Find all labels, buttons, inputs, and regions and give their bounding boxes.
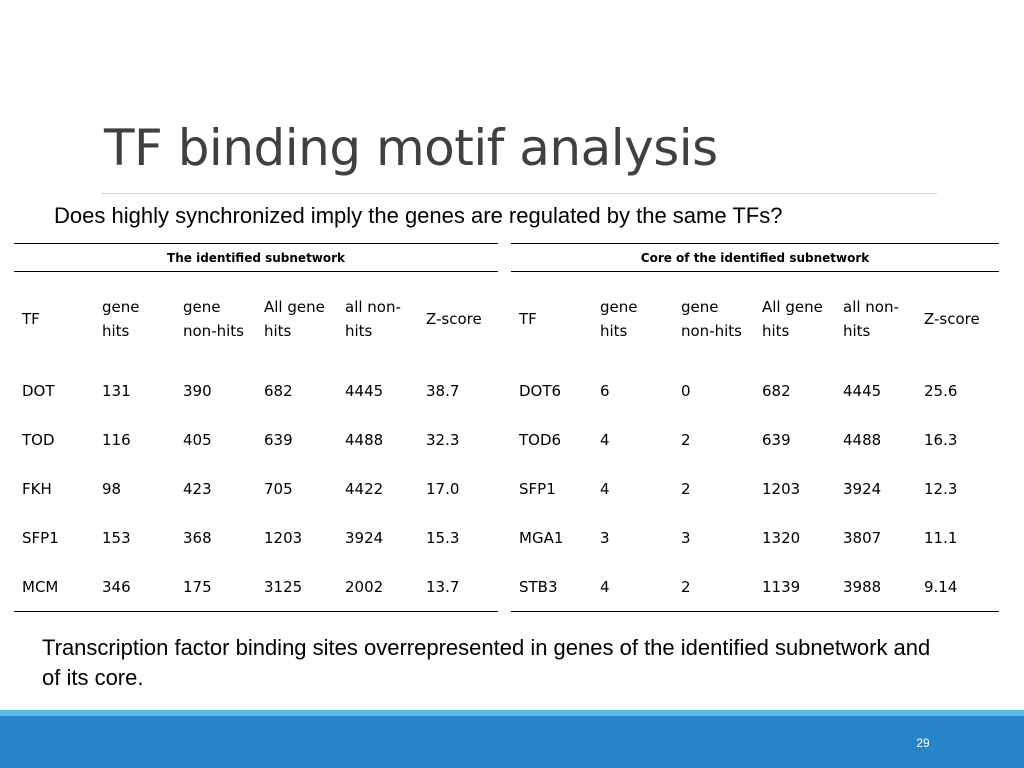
- cell-all-gene-hits: 1203: [264, 528, 303, 547]
- slide-caption: Transcription factor binding sites overrepresented in genes of the identified subnetwork and of its core.: [42, 635, 931, 690]
- cell-all-non-hits: 3988: [835, 562, 916, 612]
- column-header-all-gene-hits: All gene hits: [762, 298, 823, 340]
- cell-gene-hits: 6: [600, 381, 610, 400]
- cell-all-non-hits: 4422: [345, 479, 384, 498]
- cell-all-gene-hits: 1139: [754, 562, 835, 612]
- cell-all-gene-hits: 3125: [256, 562, 337, 612]
- cell-gene-hits: 116: [102, 430, 131, 449]
- cell-gene-hits: 131: [102, 381, 131, 400]
- cell-gene-non-hits: 3: [681, 528, 691, 547]
- table-row: [14, 562, 498, 612]
- cell-tf: DOT: [22, 381, 55, 400]
- table-row: [511, 415, 999, 464]
- table-row: [511, 464, 999, 513]
- column-header-gene-non-hits: gene non-hits: [183, 298, 244, 340]
- cell-all-non-hits: 3924: [843, 479, 882, 498]
- column-header-all-non-hits: all non-hits: [843, 298, 899, 340]
- column-header-gene-non-hits: gene non-hits: [681, 298, 742, 340]
- table-group-header: The identified subnetwork: [14, 244, 498, 272]
- cell-gene-non-hits: 390: [183, 381, 212, 400]
- title-divider: [101, 193, 937, 194]
- cell-all-gene-hits: 639: [762, 430, 791, 449]
- cell-tf: MCM: [14, 562, 94, 612]
- cell-tf: STB3: [511, 562, 592, 612]
- cell-gene-non-hits: 423: [183, 479, 212, 498]
- cell-all-gene-hits: 705: [264, 479, 293, 498]
- cell-z-score: 38.7: [426, 381, 460, 400]
- column-header-z-score: Z-score: [426, 310, 482, 328]
- cell-all-non-hits: 2002: [337, 562, 418, 612]
- cell-gene-non-hits: 2: [681, 479, 691, 498]
- table-row: [14, 415, 498, 464]
- cell-z-score: 17.0: [426, 479, 460, 498]
- cell-gene-non-hits: 175: [175, 562, 256, 612]
- table-row: [511, 366, 999, 415]
- column-header-all-gene-hits: All gene hits: [264, 298, 325, 340]
- column-header-z-score: Z-score: [924, 310, 980, 328]
- cell-z-score: 16.3: [924, 430, 958, 449]
- cell-all-non-hits: 4445: [843, 381, 882, 400]
- cell-gene-non-hits: 0: [681, 381, 691, 400]
- cell-z-score: 25.6: [924, 381, 958, 400]
- column-header-all-non-hits: all non-hits: [345, 298, 401, 340]
- column-header-tf: TF: [22, 310, 40, 328]
- cell-all-gene-hits: 682: [762, 381, 791, 400]
- cell-gene-hits: 4: [592, 562, 673, 612]
- cell-all-gene-hits: 682: [264, 381, 293, 400]
- table-row: [14, 464, 498, 513]
- cell-tf: FKH: [22, 479, 52, 498]
- identified-subnetwork-table: [14, 243, 498, 612]
- cell-gene-hits: 153: [102, 528, 131, 547]
- cell-z-score: 15.3: [426, 528, 460, 547]
- cell-all-gene-hits: 1203: [762, 479, 801, 498]
- column-header-tf: TF: [519, 310, 537, 328]
- cell-tf: MGA1: [519, 528, 564, 547]
- table-row: [14, 366, 498, 415]
- cell-z-score: 11.1: [924, 528, 958, 547]
- cell-gene-hits: 98: [102, 479, 122, 498]
- cell-z-score: 13.7: [418, 562, 498, 612]
- cell-all-non-hits: 4445: [345, 381, 384, 400]
- cell-all-non-hits: 3807: [843, 528, 882, 547]
- cell-tf: DOT6: [519, 381, 562, 400]
- cell-tf: SFP1: [22, 528, 59, 547]
- cell-all-gene-hits: 1320: [762, 528, 801, 547]
- cell-tf: SFP1: [519, 479, 556, 498]
- column-header-gene-hits: gene hits: [600, 298, 638, 340]
- cell-gene-hits: 4: [600, 479, 610, 498]
- slide-title: TF binding motif analysis: [104, 119, 718, 177]
- table-row: [511, 513, 999, 562]
- footer-bar: [0, 710, 1024, 768]
- cell-gene-non-hits: 2: [681, 430, 691, 449]
- column-header-gene-hits: gene hits: [102, 298, 140, 340]
- table-row: [511, 562, 999, 612]
- cell-gene-non-hits: 405: [183, 430, 212, 449]
- cell-z-score: 9.14: [916, 562, 999, 612]
- footer-accent-stripe: [0, 710, 1024, 716]
- cell-all-non-hits: 3924: [345, 528, 384, 547]
- cell-gene-hits: 4: [600, 430, 610, 449]
- cell-all-gene-hits: 639: [264, 430, 293, 449]
- cell-gene-hits: 3: [600, 528, 610, 547]
- cell-tf: TOD6: [519, 430, 562, 449]
- core-subnetwork-table: [511, 243, 999, 612]
- table-row: [14, 513, 498, 562]
- cell-tf: TOD: [22, 430, 55, 449]
- cell-z-score: 12.3: [924, 479, 958, 498]
- slide-subtitle: Does highly synchronized imply the genes are regulated by the same TFs?: [54, 203, 783, 228]
- cell-gene-hits: 346: [94, 562, 175, 612]
- cell-gene-non-hits: 368: [183, 528, 212, 547]
- table-group-header: Core of the identified subnetwork: [511, 244, 999, 272]
- cell-z-score: 32.3: [426, 430, 460, 449]
- page-number: 29: [916, 736, 930, 750]
- cell-gene-non-hits: 2: [673, 562, 754, 612]
- cell-all-non-hits: 4488: [843, 430, 882, 449]
- cell-all-non-hits: 4488: [345, 430, 384, 449]
